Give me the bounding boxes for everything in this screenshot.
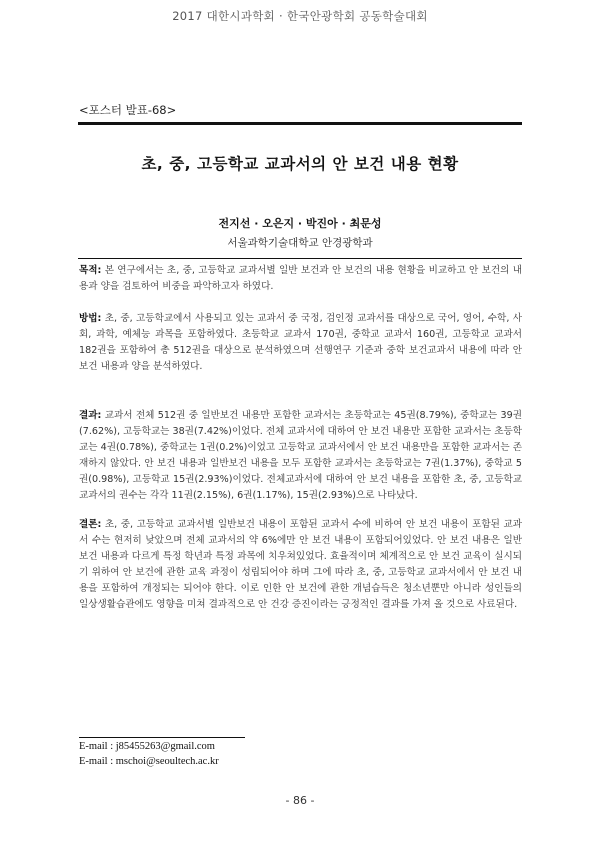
section-text-purpose: 본 연구에서는 초, 중, 고등학교 교과서별 일반 보건과 안 보건의 내용 현황을 비교하고 안 보건의 내용과 양을 검토하여 비중을 파악하고자 하였다. (79, 265, 522, 293)
paper-affiliation: 서울과학기술대학교 안경광학과 (227, 237, 373, 249)
paper-title: 초, 중, 고등학교 교과서의 안 보건 내용 현황 (141, 155, 459, 173)
poster-label: <포스터 발표-68> (79, 103, 177, 117)
section-text-methods: 초, 중, 고등학교에서 사용되고 있는 교과서 중 국정, 검인정 교과서를 대상으로 국어, 영어, 수학, 사회, 과학, 예체능 과목을 포함하였다. 초등학교 교과서 170권, 중학교 교과서 160권, 고등학교 교과서 182권을 포함하여 총 512권을 대상으로 분석하였으며 선행연구 기준과 중학 보건교과서 내용에 따라 안 보건 내용과 양을 분석하였다. (79, 313, 522, 373)
section-methods (79, 311, 522, 375)
footnote-divider (79, 737, 245, 738)
section-label-conclusion: 결론: (79, 519, 102, 530)
email-footnote-1: E-mail : j85455263@gmail.com (79, 741, 215, 752)
section-text-conclusion: 초, 중, 고등학교 교과서별 일반보건 내용이 포함된 교과서 수에 비하여 안 보건 내용이 포함된 교과서 수는 현저히 낮았으며 전체 교과서의 약 6%에만 안 보건 내용이 포함되어있었다. 안 보건 내용은 일반보건 내용과 다르게 특정 학년과 특정 과목에 치우쳐있었다. 효율적이며 체계적으로 안 보건 교육이 실시되기 위하여 안 보건에 관한 교육 과정이 성립되어야 하며 그에 따라 초, 중, 고등학교 교과서에서 안 보건 내용을 포함하여 개정되는 되어야 한다. 이로 인한 안 보건에 관한 개념습득은 청소년뿐만 아니라 성인들의 일상생활습관에도 영향을 미쳐 결과적으로 안 건강 증진이라는 긍정적인 결과를 가져 올 것으로 사료된다. (79, 519, 522, 611)
title-block (78, 122, 522, 259)
section-label-purpose: 목적: (79, 265, 102, 276)
page-number: - 86 - (285, 794, 315, 807)
section-conclusion (79, 517, 522, 614)
email-footnote-2: E-mail : mschoi@seoultech.ac.kr (79, 756, 219, 767)
section-text-results: 교과서 전체 512권 중 일반보건 내용만 포함한 교과서는 초등학교는 45권(8.79%), 중학교는 39권(7.62%), 고등학교는 38권(7.42%)이었다. 전체 교과서에 대하여 안 보건 내용만 포함한 교과서는 초등학교는 4권(0.78%), 중학교는 1권(0.2%)이었고 고등학교 교과서에서 안 보건 내용만을 포함한 교과서는 존재하지 않았다. 안 보건 내용과 일반보건 내용을 모두 포함한 교과서는 초등학교는 7권(1.37%), 중학교 5권(0.98%), 고등학교 15권(2.93%)이었다. 전체교과서에 대하여 안 보건 내용을 포함한 초, 중, 고등학교 교과서의 권수는 각각 11권(2.15%), 6권(1.17%), 15권(2.93%)으로 나타났다. (79, 410, 522, 502)
section-label-results: 결과: (79, 410, 102, 421)
conference-header: 2017 대한시과학회 · 한국안광학회 공동학술대회 (172, 9, 428, 23)
paper-authors: 전지선 · 오은지 · 박진아 · 최문성 (218, 217, 382, 230)
section-label-methods: 방법: (79, 313, 102, 324)
section-purpose (79, 263, 522, 295)
section-results (79, 408, 522, 505)
